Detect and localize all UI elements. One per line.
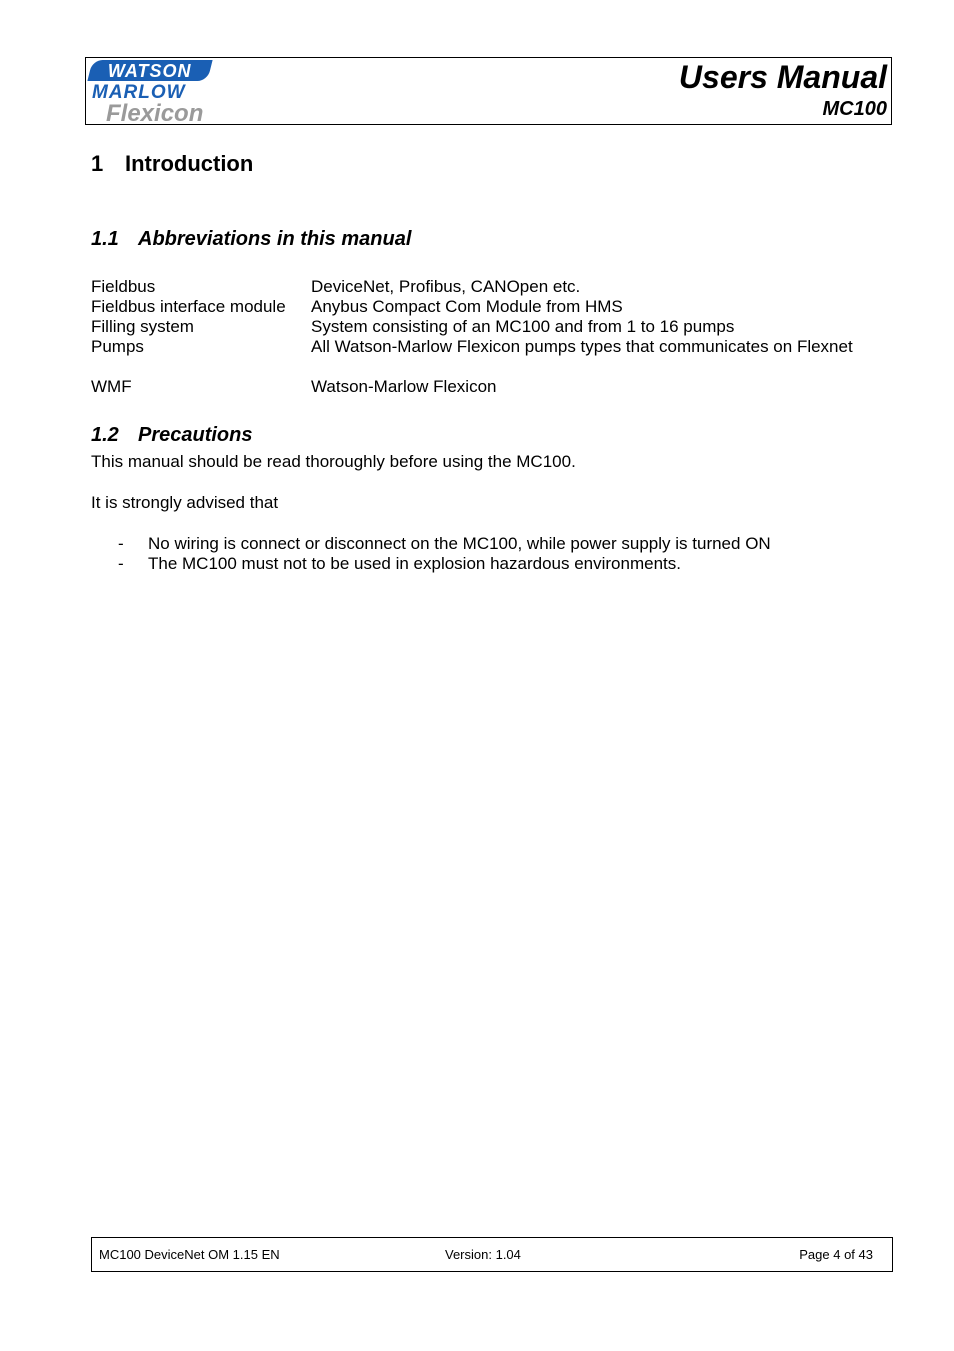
section-heading-precautions	[91, 423, 252, 447]
abbreviation-definition: DeviceNet, Profibus, CANOpen etc.	[311, 277, 581, 296]
abbreviation-row	[91, 297, 853, 317]
section-number: 1.2	[91, 424, 119, 446]
abbreviation-term: WMF	[91, 377, 132, 396]
abbreviation-row	[91, 317, 853, 337]
section-heading-abbreviations	[91, 227, 411, 251]
section-number: 1.1	[91, 228, 119, 250]
abbreviation-row	[91, 277, 853, 297]
bullet-text: The MC100 must not to be used in explosion hazardous environments.	[148, 554, 681, 573]
footer-document-id: MC100 DeviceNet OM 1.15 EN	[99, 1247, 280, 1262]
abbreviation-row	[91, 337, 853, 357]
abbreviation-definition: Anybus Compact Com Module from HMS	[311, 297, 623, 316]
precautions-advice: It is strongly advised that	[91, 493, 279, 512]
abbreviations-list	[91, 277, 853, 397]
footer-version: Version: 1.04	[445, 1247, 521, 1262]
abbreviation-definition: Watson-Marlow Flexicon	[311, 377, 497, 396]
manual-product: MC100	[822, 98, 887, 120]
list-item	[91, 534, 771, 554]
section-title: Precautions	[138, 424, 253, 446]
abbreviation-term: Fieldbus	[91, 277, 156, 296]
abbreviation-term: Pumps	[91, 337, 144, 356]
abbreviation-term: Filling system	[91, 317, 194, 336]
bullet-marker: -	[118, 554, 124, 573]
logo-marlow-text: MARLOW	[92, 82, 186, 103]
section-heading-introduction	[91, 151, 253, 177]
section-title: Introduction	[125, 151, 254, 176]
precautions-intro: This manual should be read thoroughly before using the MC100.	[91, 452, 576, 471]
section-number: 1	[91, 151, 104, 176]
logo-watson-text: WATSON	[108, 60, 192, 81]
watson-marlow-flexicon-logo	[90, 60, 220, 126]
section-title: Abbreviations in this manual	[138, 228, 412, 250]
logo-flexicon-text: Flexicon	[106, 100, 204, 127]
precautions-list	[91, 534, 771, 574]
abbreviation-term: Fieldbus interface module	[91, 297, 286, 316]
footer-page-number: Page 4 of 43	[799, 1247, 873, 1262]
abbreviation-definition: System consisting of an MC100 and from 1 to 16 pumps	[311, 317, 735, 336]
bullet-text: No wiring is connect or disconnect on the MC100, while power supply is turned ON	[148, 534, 771, 553]
page-footer	[91, 1237, 893, 1272]
manual-title: Users Manual	[678, 59, 887, 95]
logo-watson-banner	[87, 60, 212, 81]
list-item	[91, 554, 771, 574]
page-header	[85, 57, 892, 125]
abbreviation-row	[91, 377, 853, 397]
bullet-marker: -	[118, 534, 124, 553]
abbreviation-definition: All Watson-Marlow Flexicon pumps types that communicates on Flexnet	[311, 337, 853, 356]
